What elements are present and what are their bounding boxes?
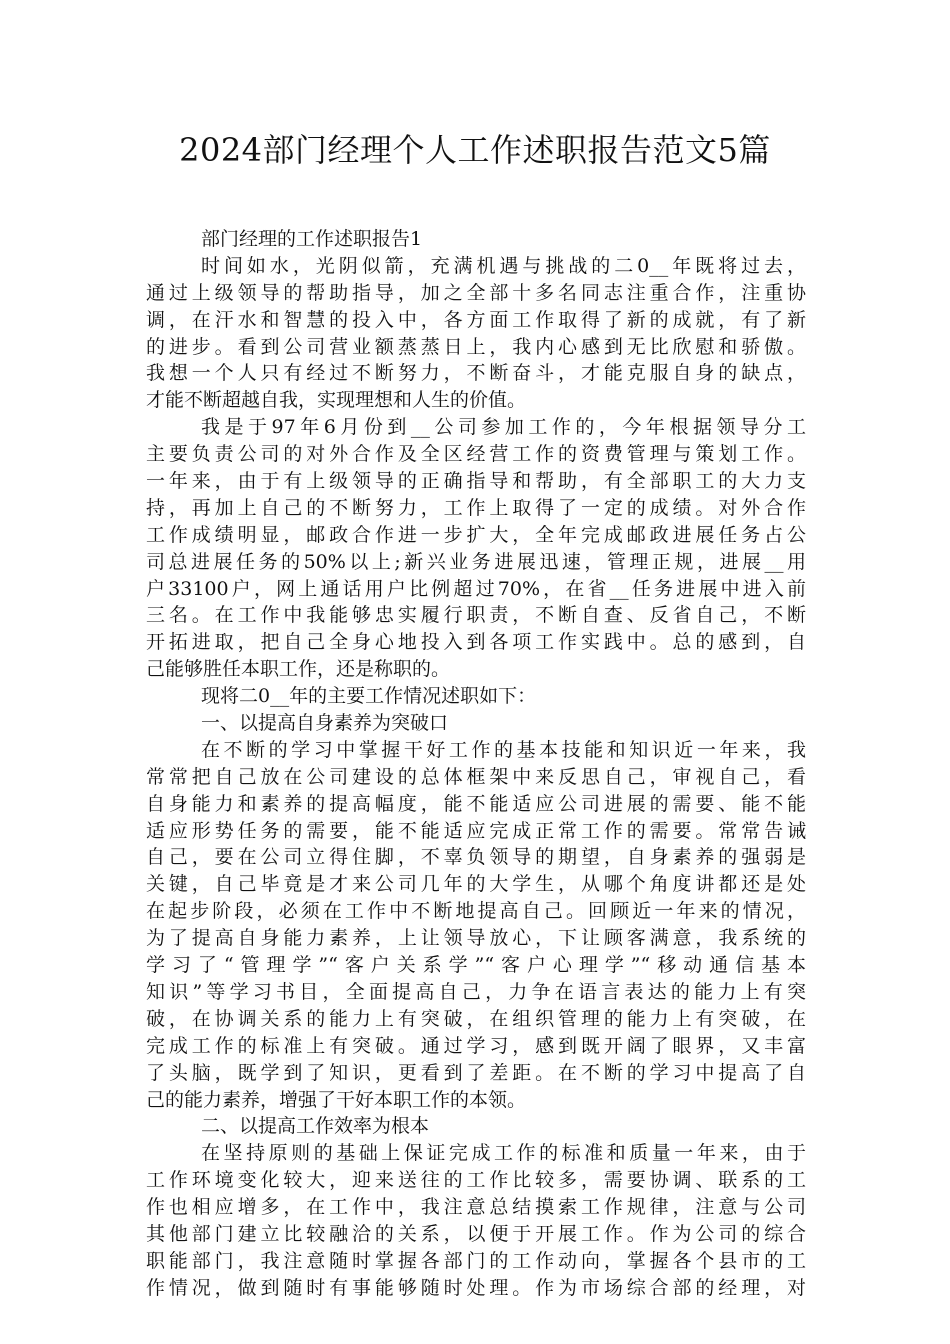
paragraph-line: 三名。在工作中我能够忠实履行职责，不断自查、反省自己，不断 [146, 604, 806, 627]
paragraph-line: 时间如水，光阴似箭，充满机遇与挑战的二0__年既将过去， [201, 254, 806, 277]
paragraph-line: 主要负责公司的对外合作及全区经营工作的资费管理与策划工作。 [146, 443, 806, 466]
paragraph-line: 工作环境变化较大，迎来送往的工作比较多，需要协调、联系的工 [146, 1169, 806, 1192]
paragraph-line: 在不断的学习中掌握干好工作的基本技能和知识近一年来，我 [201, 738, 806, 761]
paragraph-line: 其他部门建立比较融洽的关系，以便于开展工作。作为公司的综合 [146, 1222, 806, 1245]
paragraph-line: 常常把自己放在公司建设的总体框架中来反思自己，审视自己，看 [146, 765, 806, 788]
paragraph-line: 关键，自己毕竟是才来公司几年的大学生，从哪个角度讲都还是处 [146, 873, 806, 896]
paragraph-line: 才能不断超越自我，实现理想和人生的价值。 [146, 389, 527, 412]
paragraph-line: 一年来，由于有上级领导的正确指导和帮助，有全部职工的大力支 [146, 470, 806, 493]
paragraph-line: 完成工作的标准上有突破。通过学习，感到既开阔了眼界，又丰富 [146, 1034, 806, 1057]
paragraph-line: 了头脑，既学到了知识，更看到了差距。在不断的学习中提高了自 [146, 1061, 806, 1084]
paragraph-line: 开拓进取，把自己全身心地投入到各项工作实践中。总的感到，自 [146, 631, 806, 654]
paragraph-line: 司总进展任务的50%以上;新兴业务进展迅速，管理正规，进展__用 [146, 550, 806, 573]
paragraph-line: 作情况，做到随时有事能够随时处理。作为市场综合部的经理，对 [146, 1276, 806, 1299]
paragraph-line: 我想一个人只有经过不断努力，不断奋斗，才能克服自身的缺点， [146, 362, 806, 385]
document-title: 2024部门经理个人工作述职报告范文5篇 [179, 131, 771, 169]
paragraph-line: 自身能力和素养的提高幅度，能不能适应公司进展的需要、能不能 [146, 792, 806, 815]
paragraph-line: 己能够胜任本职工作，还是称职的。 [146, 658, 451, 681]
section-heading: 二、以提高工作效率为根本 [201, 1115, 430, 1138]
paragraph-line: 破，在协调关系的能力上有突破，在组织管理的能力上有突破，在 [146, 1007, 806, 1030]
paragraph-line: 持，再加上自己的不断努力，工作上取得了一定的成绩。对外合作 [146, 496, 806, 519]
section-heading: 一、以提高自身素养为突破口 [201, 712, 449, 735]
paragraph-line: 职能部门，我注意随时掌握各部门的工作动向，掌握各个县市的工 [146, 1249, 806, 1272]
paragraph-line: 作也相应增多，在工作中，我注意总结摸索工作规律，注意与公司 [146, 1196, 806, 1219]
paragraph-line: 自己，要在公司立得住脚，不辜负领导的期望，自身素养的强弱是 [146, 846, 806, 869]
paragraph-line: 知识”等学习书目，全面提高自己，力争在语言表达的能力上有突 [146, 980, 806, 1003]
paragraph-line: 通过上级领导的帮助指导，加之全部十多名同志注重合作，注重协 [146, 281, 806, 304]
paragraph-line: 在起步阶段，必须在工作中不断地提高自己。回顾近一年来的情况， [146, 900, 806, 923]
paragraph-line: 在坚持原则的基础上保证完成工作的标准和质量一年来，由于 [201, 1142, 806, 1165]
section-heading: 部门经理的工作述职报告1 [201, 228, 423, 250]
paragraph-line: 为了提高自身能力素养，上让领导放心，下让顾客满意，我系统的 [146, 927, 806, 950]
paragraph-line: 的进步。看到公司营业额蒸蒸日上，我内心感到无比欣慰和骄傲。 [146, 335, 806, 358]
paragraph-line: 工作成绩明显，邮政合作进一步扩大，全年完成邮政进展任务占公 [146, 523, 806, 546]
paragraph-line: 适应形势任务的需要，能不能适应完成正常工作的需要。常常告诫 [146, 819, 806, 842]
section-heading: 现将二0__年的主要工作情况述职如下： [201, 685, 537, 708]
paragraph-line: 学习了“管理学”“客户关系学”“客户心理学”“移动通信基本 [146, 954, 806, 977]
document-body [146, 226, 806, 1302]
paragraph-line: 我是于97年6月份到__公司参加工作的，今年根据领导分工 [201, 416, 806, 439]
paragraph-line: 户33100户，网上通话用户比例超过70%，在省__任务进展中进入前 [146, 577, 806, 600]
paragraph-line: 调，在汗水和智慧的投入中，各方面工作取得了新的成就，有了新 [146, 308, 806, 331]
paragraph-line: 己的能力素养，增强了干好本职工作的本领。 [146, 1088, 527, 1111]
